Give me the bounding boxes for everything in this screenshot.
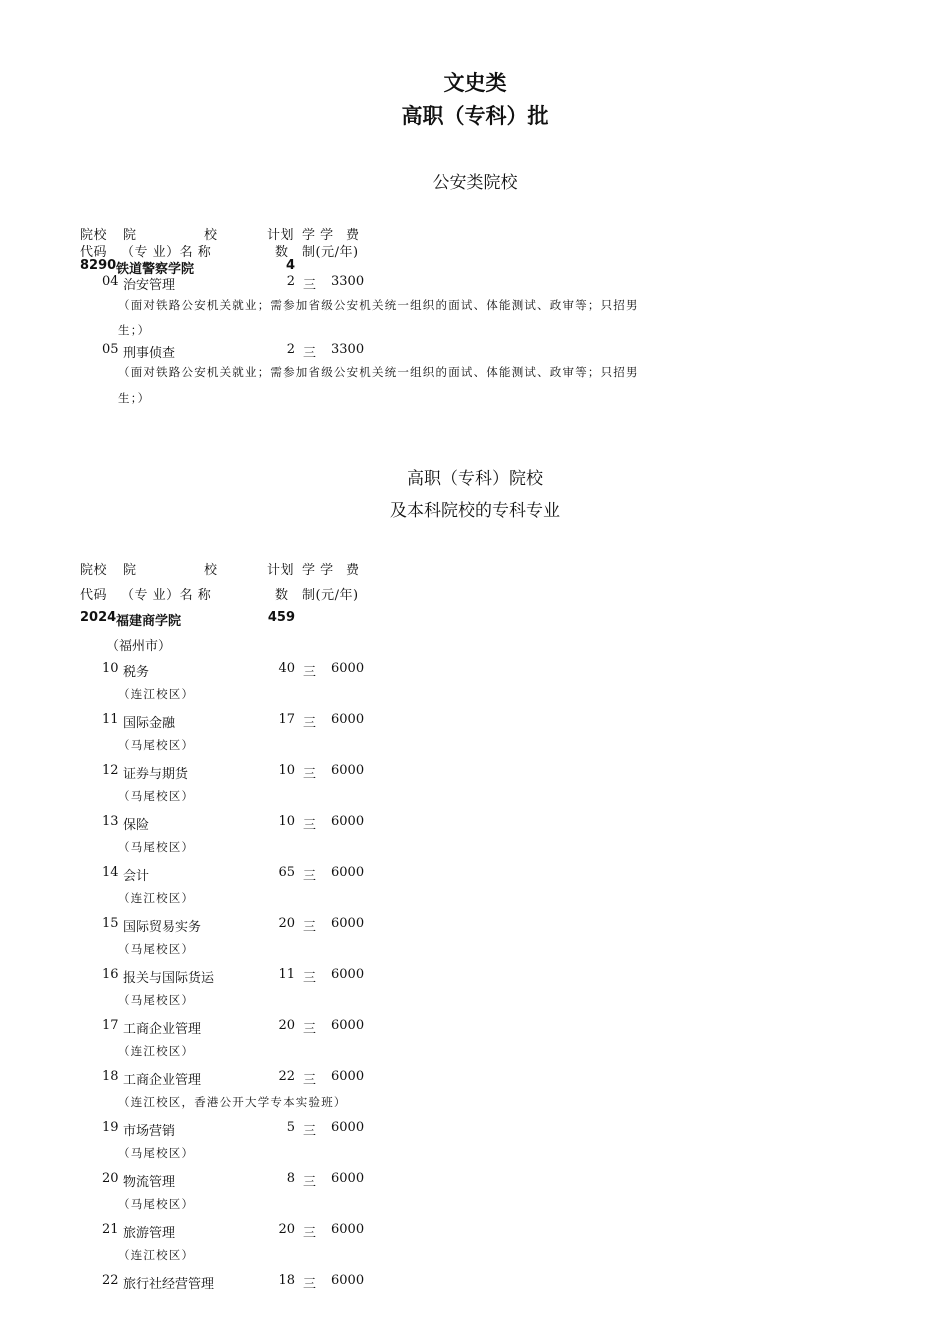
institution-plan: 4 bbox=[285, 258, 295, 273]
institution-plan: 459 bbox=[267, 610, 295, 625]
major-note: （连江校区） bbox=[118, 891, 195, 905]
major-plan: 40 bbox=[278, 661, 295, 676]
major-code: 12 bbox=[102, 763, 119, 778]
major-name: 物流管理 bbox=[123, 1175, 176, 1190]
section-title-police: 公安类院校 bbox=[432, 173, 518, 193]
page-title-batch: 高职（专科）批 bbox=[401, 104, 549, 128]
institution-name: 铁道警察学院 bbox=[116, 262, 195, 277]
major-years: 三 bbox=[303, 1226, 317, 1241]
page-title-category: 文史类 bbox=[443, 71, 507, 95]
major-plan: 22 bbox=[278, 1069, 295, 1084]
major-fee: 6000 bbox=[331, 1018, 365, 1033]
major-years: 三 bbox=[303, 971, 317, 986]
header-years-label-2: 制(元/年) bbox=[302, 588, 359, 603]
major-fee: 6000 bbox=[331, 814, 365, 829]
header-fee-label: 费 bbox=[346, 228, 360, 243]
major-name: 市场营销 bbox=[123, 1124, 176, 1139]
major-plan: 2 bbox=[286, 274, 295, 289]
header-code-label: 院校 bbox=[80, 228, 108, 243]
major-years: 三 bbox=[303, 1175, 317, 1190]
major-fee: 6000 bbox=[331, 916, 365, 931]
major-note: （马尾校区） bbox=[118, 993, 195, 1007]
major-note: （连江校区） bbox=[118, 687, 195, 701]
header-years-label: 学 学 bbox=[302, 563, 334, 578]
major-plan: 2 bbox=[286, 342, 295, 357]
header-name-label: 院 校 bbox=[123, 228, 218, 243]
major-fee: 6000 bbox=[331, 763, 365, 778]
major-plan: 65 bbox=[278, 865, 295, 880]
major-name: 工商企业管理 bbox=[123, 1022, 202, 1037]
major-note: （连江校区） bbox=[118, 1044, 195, 1058]
institution-location: （福州市） bbox=[106, 639, 172, 654]
major-plan: 8 bbox=[286, 1171, 295, 1186]
major-name: 国际贸易实务 bbox=[123, 920, 202, 935]
major-plan: 10 bbox=[278, 763, 295, 778]
major-fee: 6000 bbox=[331, 1069, 365, 1084]
major-name: 国际金融 bbox=[123, 716, 176, 731]
major-fee: 3300 bbox=[331, 274, 365, 289]
major-years: 三 bbox=[303, 716, 317, 731]
major-note: （马尾校区） bbox=[118, 738, 195, 752]
major-note: （马尾校区） bbox=[118, 789, 195, 803]
major-fee: 3300 bbox=[331, 342, 365, 357]
major-name: 旅行社经营管理 bbox=[123, 1277, 215, 1292]
major-note: （连江校区，香港公开大学专本实验班） bbox=[118, 1095, 347, 1109]
institution-code: 2024 bbox=[80, 610, 117, 625]
header-plan-label-2: 数 bbox=[275, 245, 289, 260]
major-note: （马尾校区） bbox=[118, 1146, 195, 1160]
header-plan-label: 计划 bbox=[267, 228, 295, 243]
major-years: 三 bbox=[303, 1124, 317, 1139]
major-plan: 20 bbox=[278, 1018, 295, 1033]
major-years: 三 bbox=[303, 869, 317, 884]
major-name: 刑事侦查 bbox=[123, 346, 176, 361]
major-code: 04 bbox=[102, 274, 119, 289]
major-note: （面对铁路公安机关就业；需参加省级公安机关统一组织的面试、体能测试、政审等；只招男 bbox=[118, 298, 639, 312]
major-code: 10 bbox=[102, 661, 119, 676]
major-name: 证券与期货 bbox=[123, 767, 189, 782]
header-code-label-2: 代码 bbox=[80, 245, 108, 260]
major-name: 旅游管理 bbox=[123, 1226, 176, 1241]
major-fee: 6000 bbox=[331, 865, 365, 880]
major-years: 三 bbox=[303, 665, 317, 680]
header-fee-label: 费 bbox=[346, 563, 360, 578]
major-plan: 20 bbox=[278, 1222, 295, 1237]
major-plan: 5 bbox=[286, 1120, 295, 1135]
major-years: 三 bbox=[303, 278, 317, 293]
major-fee: 6000 bbox=[331, 1222, 365, 1237]
major-code: 21 bbox=[102, 1222, 119, 1237]
header-code-label-2: 代码 bbox=[80, 588, 108, 603]
header-name-label: 院 校 bbox=[123, 563, 218, 578]
major-note: （连江校区） bbox=[118, 1248, 195, 1262]
major-note: （马尾校区） bbox=[118, 1197, 195, 1211]
major-note-cont: 生；） bbox=[118, 323, 151, 337]
major-fee: 6000 bbox=[331, 1171, 365, 1186]
major-code: 22 bbox=[102, 1273, 119, 1288]
major-fee: 6000 bbox=[331, 1120, 365, 1135]
major-code: 17 bbox=[102, 1018, 119, 1033]
major-code: 14 bbox=[102, 865, 119, 880]
major-name: 会计 bbox=[123, 869, 150, 884]
header-name-label-2: （专 业）名 称 bbox=[121, 588, 212, 603]
institution-name: 福建商学院 bbox=[116, 614, 182, 629]
major-note: （马尾校区） bbox=[118, 840, 195, 854]
major-fee: 6000 bbox=[331, 1273, 365, 1288]
major-years: 三 bbox=[303, 346, 317, 361]
major-code: 18 bbox=[102, 1069, 119, 1084]
major-fee: 6000 bbox=[331, 712, 365, 727]
major-code: 05 bbox=[102, 342, 119, 357]
major-years: 三 bbox=[303, 1022, 317, 1037]
major-years: 三 bbox=[303, 1073, 317, 1088]
major-name: 治安管理 bbox=[123, 278, 176, 293]
major-fee: 6000 bbox=[331, 661, 365, 676]
major-years: 三 bbox=[303, 767, 317, 782]
major-code: 19 bbox=[102, 1120, 119, 1135]
major-plan: 20 bbox=[278, 916, 295, 931]
major-years: 三 bbox=[303, 818, 317, 833]
major-code: 13 bbox=[102, 814, 119, 829]
major-code: 20 bbox=[102, 1171, 119, 1186]
major-plan: 18 bbox=[278, 1273, 295, 1288]
major-code: 11 bbox=[102, 712, 119, 727]
major-plan: 10 bbox=[278, 814, 295, 829]
header-code-label: 院校 bbox=[80, 563, 108, 578]
header-plan-label-2: 数 bbox=[275, 588, 289, 603]
major-name: 报关与国际货运 bbox=[123, 971, 215, 986]
major-code: 15 bbox=[102, 916, 119, 931]
major-name: 保险 bbox=[123, 818, 150, 833]
major-code: 16 bbox=[102, 967, 119, 982]
major-name: 工商企业管理 bbox=[123, 1073, 202, 1088]
major-plan: 11 bbox=[278, 967, 295, 982]
major-years: 三 bbox=[303, 1277, 317, 1292]
section-title-vocational: 高职（专科）院校 bbox=[407, 469, 543, 489]
major-note: （马尾校区） bbox=[118, 942, 195, 956]
major-name: 税务 bbox=[123, 665, 150, 680]
header-name-label-2: （专 业）名 称 bbox=[121, 245, 212, 260]
major-fee: 6000 bbox=[331, 967, 365, 982]
section-subtitle-vocational: 及本科院校的专科专业 bbox=[390, 501, 560, 521]
major-plan: 17 bbox=[278, 712, 295, 727]
major-years: 三 bbox=[303, 920, 317, 935]
header-years-label-2: 制(元/年) bbox=[302, 245, 359, 260]
header-years-label: 学 学 bbox=[302, 228, 334, 243]
header-plan-label: 计划 bbox=[267, 563, 295, 578]
institution-code: 8290 bbox=[80, 258, 117, 273]
major-note: （面对铁路公安机关就业；需参加省级公安机关统一组织的面试、体能测试、政审等；只招男 bbox=[118, 365, 639, 379]
major-note-cont: 生；） bbox=[118, 391, 151, 405]
